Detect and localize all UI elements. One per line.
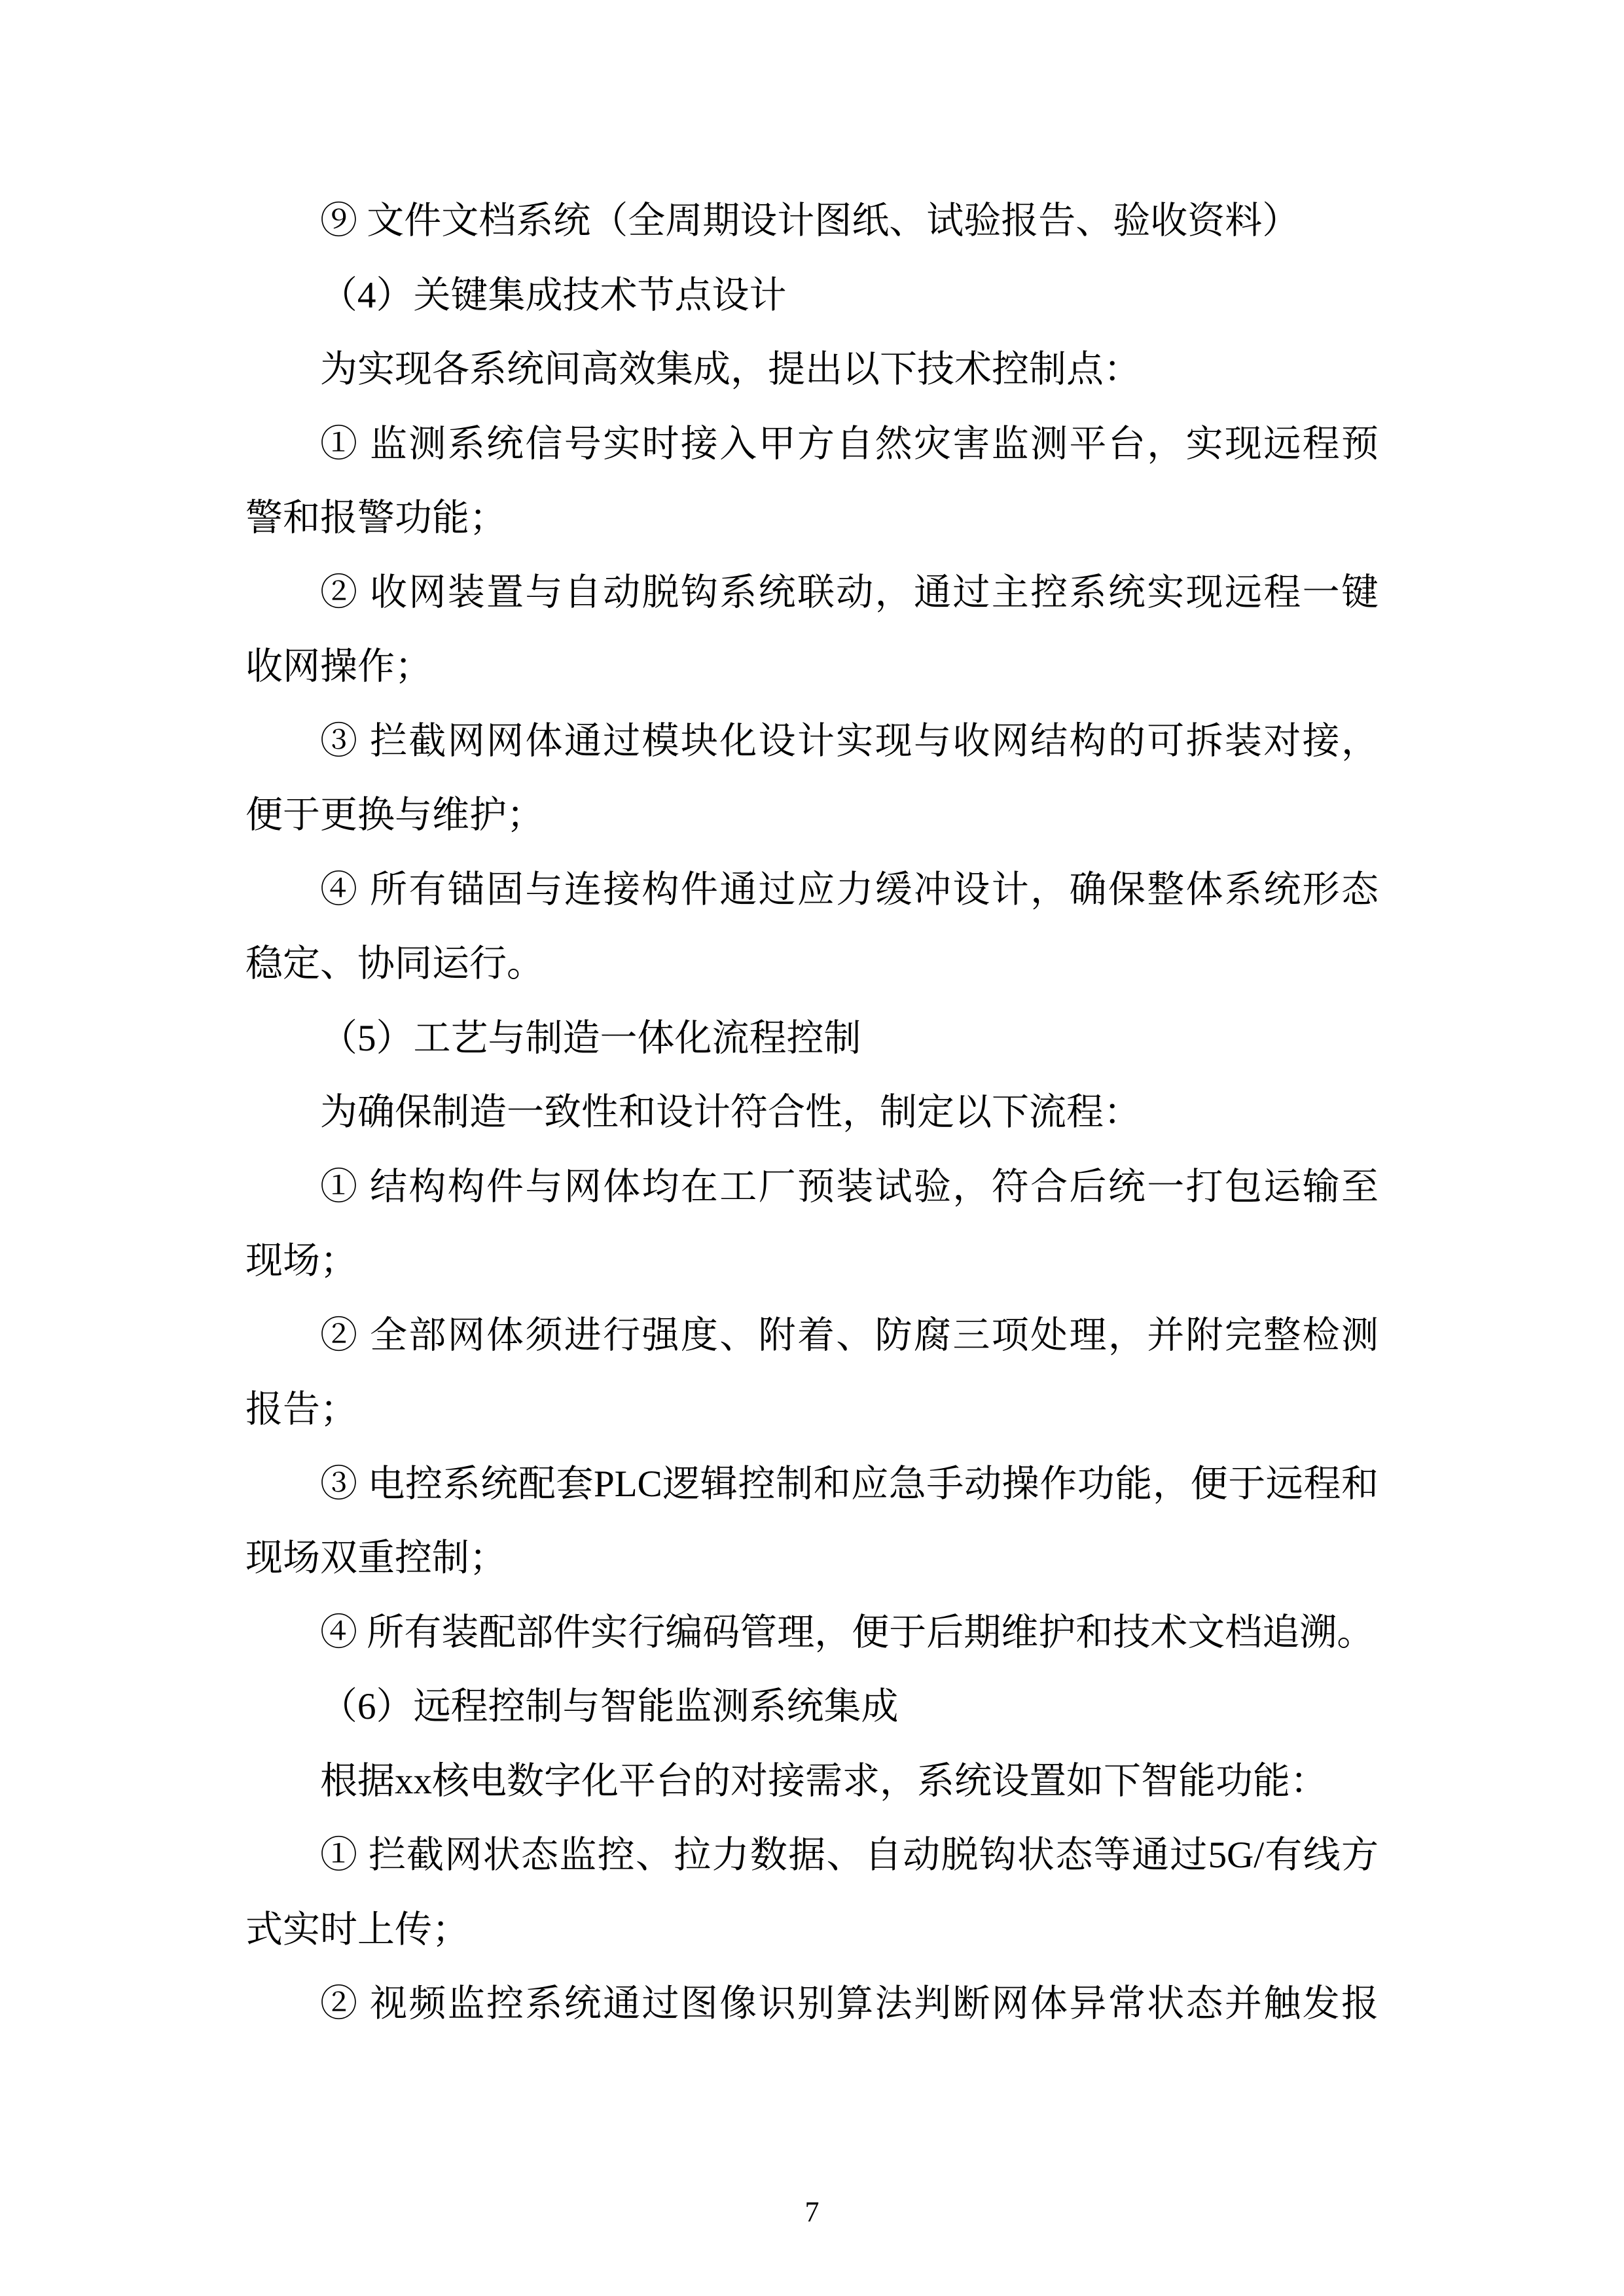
text-line: ② 收网装置与自动脱钩系统联动，通过主控系统实现远程一键 [320, 571, 1379, 613]
text-line: ① 监测系统信号实时接入甲方自然灾害监测平台，实现远程预 [320, 423, 1379, 465]
text-line: 式实时上传； [245, 1909, 469, 1950]
text-line: 警和报警功能； [245, 497, 507, 539]
text-line: 根据xx核电数字化平台的对接需求，系统设置如下智能功能： [320, 1760, 1327, 1802]
text-line: 便于更换与维护； [245, 795, 544, 836]
text-line: ④ 所有装配部件实行编码管理，便于后期维护和技术文档追溯。 [320, 1611, 1375, 1653]
text-line: ① 结构构件与网体均在工厂预装试验，符合后统一打包运输至 [320, 1166, 1379, 1208]
document-body [245, 184, 1379, 2041]
text-line: ② 视频监控系统通过图像识别算法判断网体异常状态并触发报 [320, 1983, 1379, 2024]
text-line: ③ 电控系统配套PLC逻辑控制和应急手动操作功能，便于远程和 [320, 1463, 1379, 1505]
text-line: 为确保制造一致性和设计符合性，制定以下流程： [320, 1092, 1141, 1133]
text-line: （5）工艺与制造一体化流程控制 [320, 1017, 861, 1059]
text-line: ① 拦截网状态监控、拉力数据、自动脱钩状态等通过5G/有线方 [320, 1835, 1379, 1876]
text-line: 报告； [245, 1389, 357, 1430]
text-line: 稳定、协同运行。 [245, 943, 544, 984]
text-line: ⑨ 文件文档系统（全周期设计图纸、试验报告、验收资料） [320, 200, 1300, 242]
text-line: 收网操作； [245, 646, 432, 687]
text-line: （4）关键集成技术节点设计 [320, 274, 787, 316]
text-line: ② 全部网体须进行强度、附着、防腐三项处理，并附完整检测 [320, 1314, 1379, 1356]
text-line: 为实现各系统间高效集成，提出以下技术控制点： [320, 349, 1141, 390]
text-line: ④ 所有锚固与连接构件通过应力缓冲设计，确保整体系统形态 [320, 869, 1379, 910]
page-footer [245, 2194, 1379, 2231]
text-line: （6）远程控制与智能监测系统集成 [320, 1686, 899, 1727]
text-line: 现场双重控制； [245, 1537, 507, 1579]
text-line: ③ 拦截网网体通过模块化设计实现与收网结构的可拆装对接， [320, 720, 1379, 762]
text-line: 现场； [245, 1240, 357, 1282]
page-number: 7 [804, 2196, 820, 2228]
